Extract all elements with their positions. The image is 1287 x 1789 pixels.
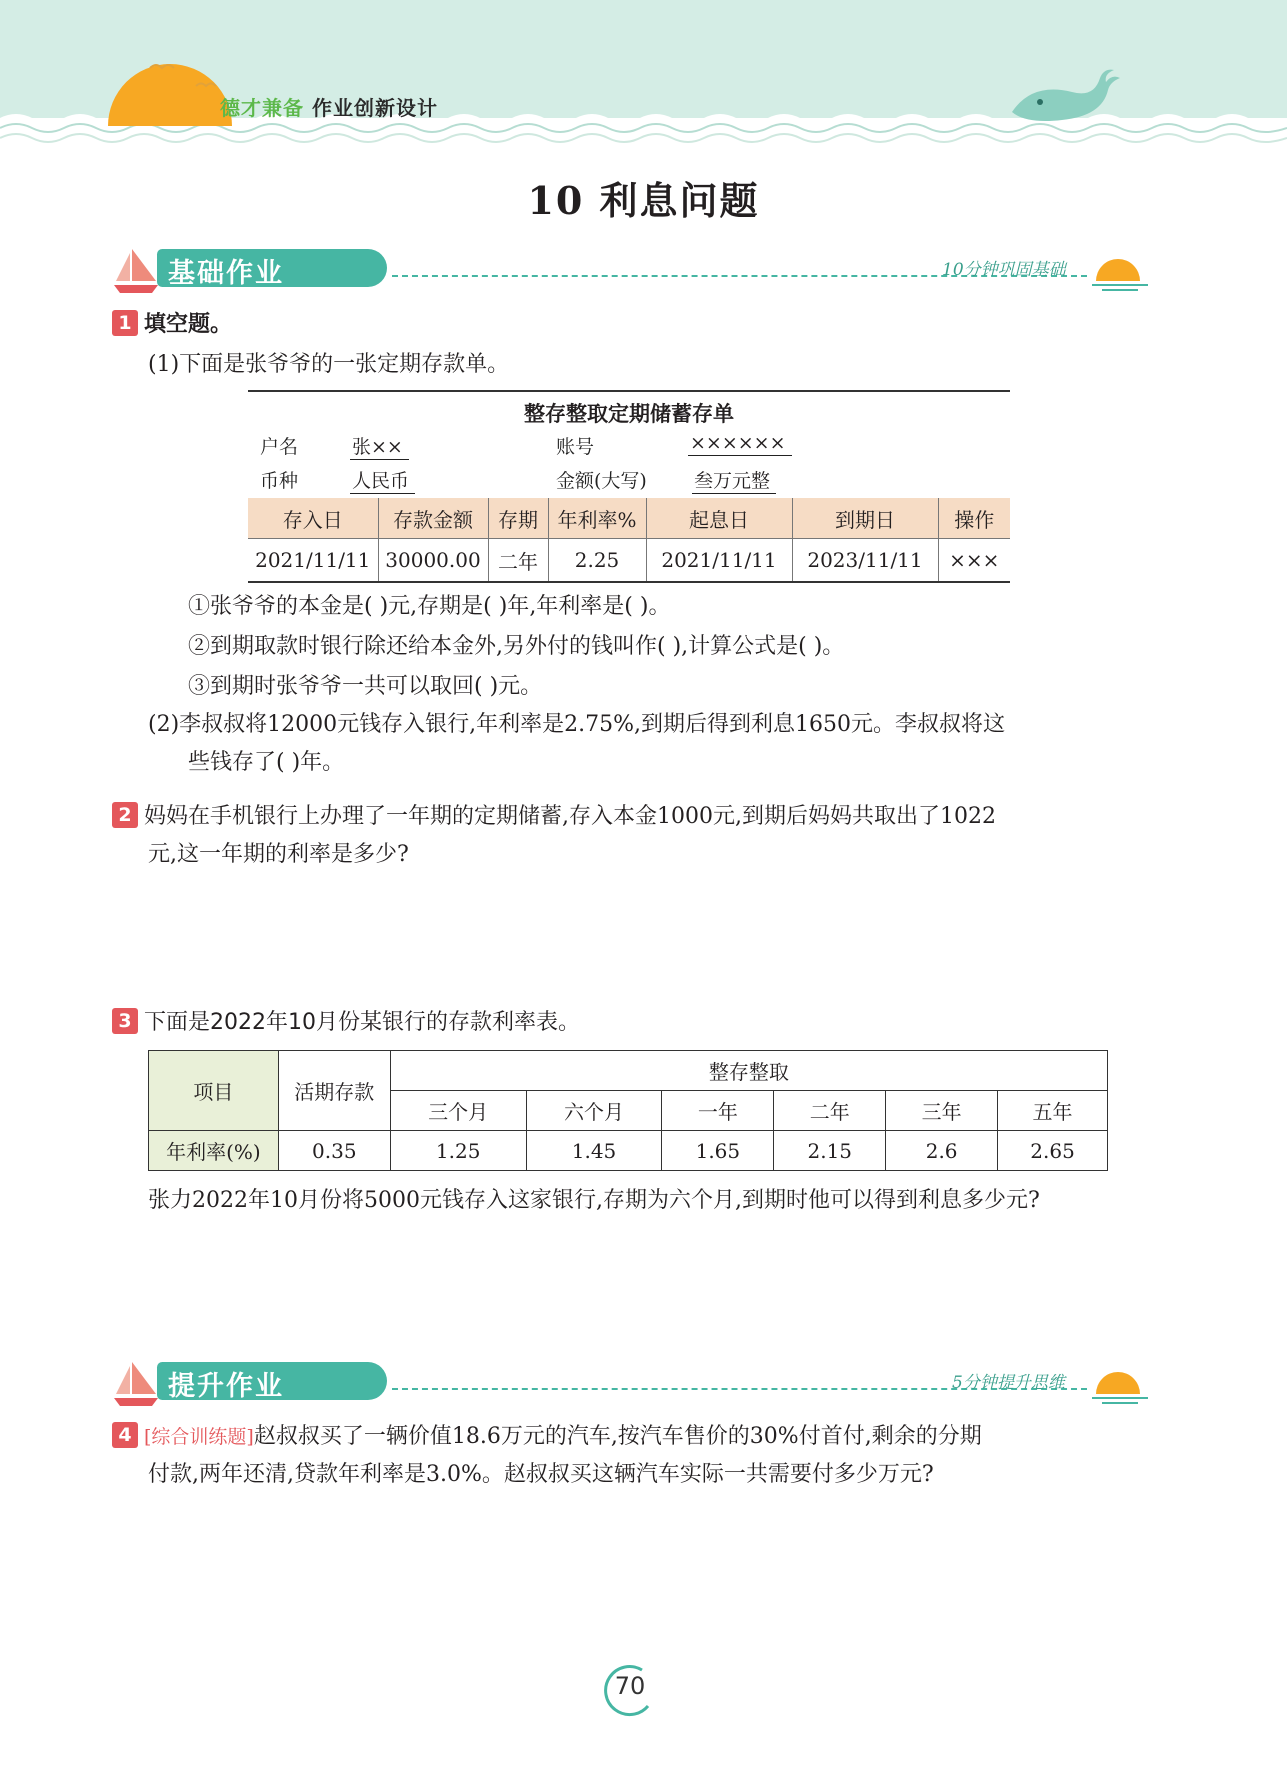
rate-cell: 1.65 [662,1131,774,1171]
header-cell: 存款金额 [378,498,488,539]
question-number: 1 [112,310,138,336]
section-label: 提升作业 [168,1371,284,1402]
header-cell: 到期日 [792,498,938,539]
demand-rate: 0.35 [278,1131,390,1171]
brand-green: 德才兼备 [220,96,304,120]
data-cell: 30000.00 [378,539,488,583]
question-number: 4 [112,1422,138,1448]
section-advanced [112,1358,1147,1408]
amount-field [556,466,647,493]
name-value-field [350,432,409,459]
data-cell: 二年 [488,539,548,583]
q1-sub2-line2: 些钱存了( )年。 [188,750,345,775]
term-header: 一年 [662,1091,774,1131]
sailboat-icon [112,1358,162,1408]
rate-header-row-1 [149,1051,1108,1091]
rate-cell: 1.45 [526,1131,662,1171]
rate-cell: 2.15 [774,1131,886,1171]
currency-label: 币种 [260,470,299,492]
name-label: 户名 [260,436,299,458]
term-header: 三个月 [390,1091,526,1131]
header-cell: 年利率% [548,498,646,539]
currency-value: 人民币 [350,470,415,494]
q1-sub2-line1: (2)李叔叔将12000元钱存入银行,年利率是2.75%,到期后得到利息1650元。李叔叔将这 [148,712,1006,737]
sailboat-icon [112,245,162,295]
data-cell: 2021/11/11 [646,539,792,583]
q1-stem-text: 填空题。 [144,312,233,337]
brand-title [220,92,438,121]
slip-title: 整存整取定期储蓄存单 [524,402,734,426]
name-value: 张×× [350,436,409,460]
account-value: ×××××× [688,432,792,456]
question-number: 3 [112,1008,138,1034]
term-header: 三年 [886,1091,998,1131]
data-cell: 2023/11/11 [792,539,938,583]
term-header: 五年 [998,1091,1108,1131]
data-cell: 2.25 [548,539,646,583]
data-cell: 2021/11/11 [248,539,378,583]
header-cell: 起息日 [646,498,792,539]
rate-cell: 1.25 [390,1131,526,1171]
section-label: 基础作业 [168,258,284,289]
q4-line1 [112,1418,982,1456]
item-header: 项目 [149,1051,279,1131]
deposit-table [248,498,1010,583]
amount-label: 金额(大写) [556,470,647,492]
page-title: 10 利息问题 [527,178,760,223]
header-banner [0,0,1287,150]
deposit-header-row [248,498,1010,539]
row-label: 年利率(%) [149,1131,279,1171]
question-number: 2 [112,802,138,828]
currency-value-field [350,466,415,493]
q2-line1-text: 妈妈在手机银行上办理了一年期的定期储蓄,存入本金1000元,到期后妈妈共取出了1022 [144,804,996,829]
rate-data-row [149,1131,1108,1171]
deposit-slip [248,390,1010,582]
account-value-field [688,432,792,454]
q2-line2: 元,这一年期的利率是多少? [148,842,409,867]
rate-cell: 2.65 [998,1131,1108,1171]
q3-question: 张力2022年10月份将5000元钱存入这家银行,存期为六个月,到期时他可以得到利息多少元? [148,1188,1040,1213]
q2-line1 [112,798,996,836]
account-label: 账号 [556,436,595,458]
sunset-icon [1092,1366,1148,1406]
q4-line2: 付款,两年还清,贷款年利率是3.0%。赵叔叔买这辆汽车实际一共需要付多少万元? [148,1462,934,1487]
name-field [260,432,298,459]
section-note: 10分钟巩固基础 [942,260,1066,280]
currency-field [260,466,298,493]
header-cell: 存入日 [248,498,378,539]
header-cell: 操作 [938,498,1010,539]
header-cell: 存期 [488,498,548,539]
amount-value: 叁万元整 [692,470,776,494]
q4-line1-text: 赵叔叔买了一辆价值18.6万元的汽车,按汽车售价的30%付首付,剩余的分期 [253,1424,982,1449]
page-number: 70 [614,1672,646,1700]
q3-stem [112,1004,580,1042]
section-basic [112,245,1147,295]
fixed-header: 整存整取 [390,1051,1107,1091]
data-cell: ××× [938,539,1010,583]
q1-item2: ②到期取款时银行除还给本金外,另外付的钱叫作( ),计算公式是( )。 [188,634,845,659]
demand-header: 活期存款 [278,1051,390,1131]
rate-cell: 2.6 [886,1131,998,1171]
term-header: 二年 [774,1091,886,1131]
term-header: 六个月 [526,1091,662,1131]
q1-item3: ③到期时张爷爷一共可以取回( )元。 [188,674,543,699]
brand-dark: 作业创新设计 [312,96,438,120]
slip-top-rule [248,390,1010,392]
section-note: 5分钟提升思维 [952,1373,1065,1393]
q4-tag: [综合训练题] [144,1426,254,1448]
deposit-data-row [248,539,1010,583]
q1-stem [112,306,232,344]
account-field [556,432,594,459]
q1-item1: ①张爷爷的本金是( )元,存期是( )年,年利率是( )。 [188,594,671,619]
q1-sub1: (1)下面是张爷爷的一张定期存款单。 [148,352,510,377]
q3-stem-text: 下面是2022年10月份某银行的存款利率表。 [144,1010,580,1035]
sunset-icon [1092,253,1148,293]
amount-value-field [692,466,776,493]
interest-rate-table [148,1050,1108,1171]
